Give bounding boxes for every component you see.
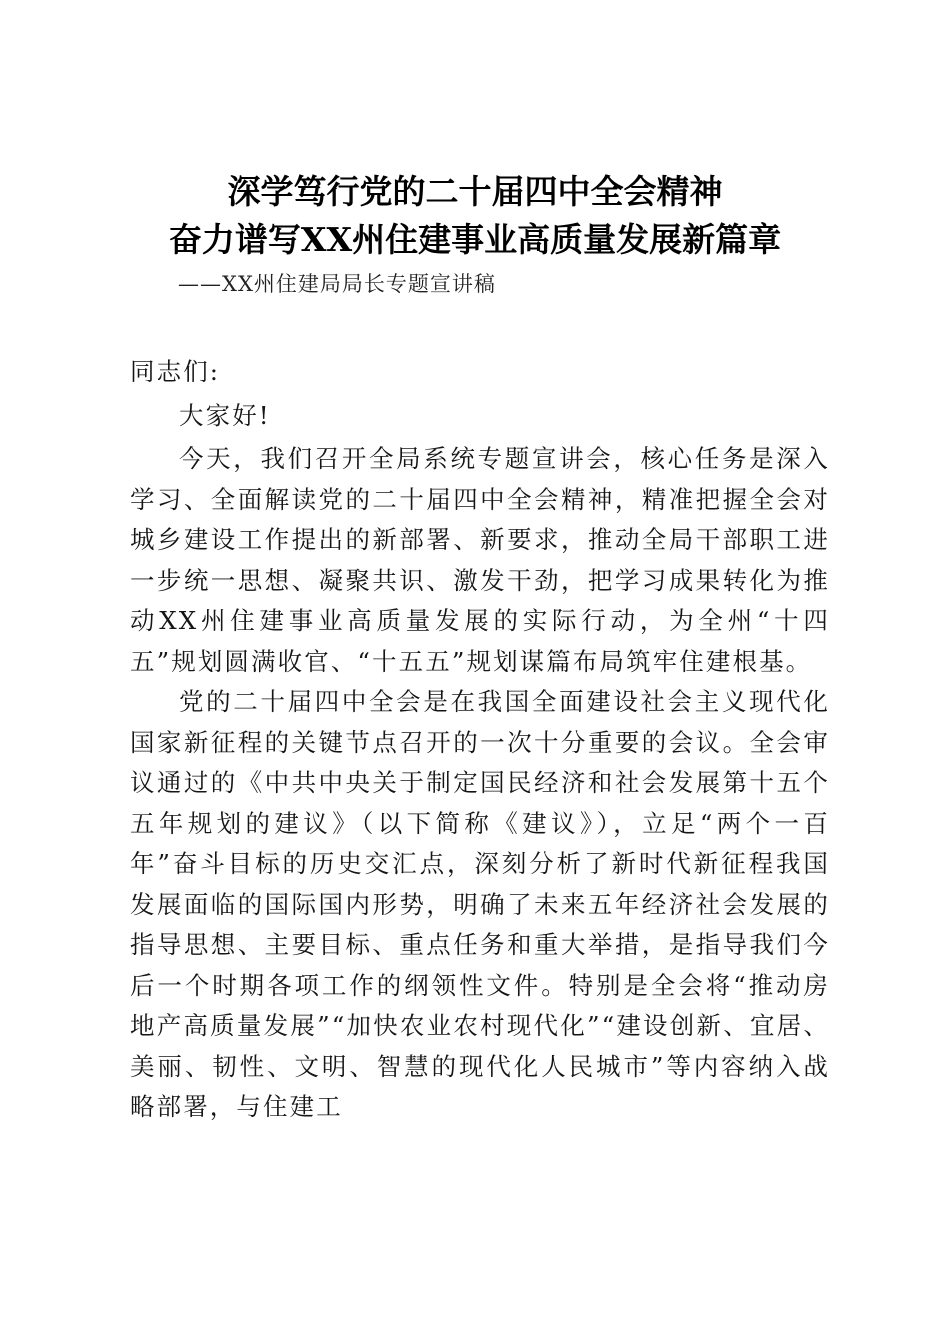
document-subtitle: ——XX州住建局局长专题宣讲稿 (178, 272, 496, 296)
document-title (0, 168, 950, 264)
paragraph: 今天，我们召开全局系统专题宣讲会，核心任务是深入学习、全面解读党的二十届四中全会精神，精准把握全会对城乡建设工作提出的新部署、新要求，推动全局干部职工进一步统一思想、凝聚共识、激发干劲，把学习成果转化为推动XX州住建事业高质量发展的实际行动，为全州“十四五”规划圆满收官、“十五五”规划谋篇布局筑牢住建根基。 (130, 444, 830, 676)
greeting: 大家好! (179, 400, 271, 430)
paragraph: 党的二十届四中全会是在我国全面建设社会主义现代化国家新征程的关键节点召开的一次十分重要的会议。全会审议通过的《中共中央关于制定国民经济和社会发展第十五个五年规划的建议》（以下简称《建议》），立足“两个一百年”奋斗目标的历史交汇点，深刻分析了新时代新征程我国发展面临的国际国内形势，明确了未来五年经济社会发展的指导思想、主要目标、重点任务和重大举措，是指导我们今后一个时期各项工作的纲领性文件。特别是全会将“推动房地产高质量发展”“加快农业农村现代化”“建设创新、宜居、美丽、韧性、文明、智慧的现代化人民城市”等内容纳入战略部署，与住建工 (130, 687, 830, 1121)
title-line-1: 深学笃行党的二十届四中全会精神 (227, 172, 723, 211)
document-body (130, 352, 830, 1128)
title-line-2: 奋力谱写XX州住建事业高质量发展新篇章 (168, 220, 782, 259)
salutation: 同志们: (130, 357, 221, 386)
